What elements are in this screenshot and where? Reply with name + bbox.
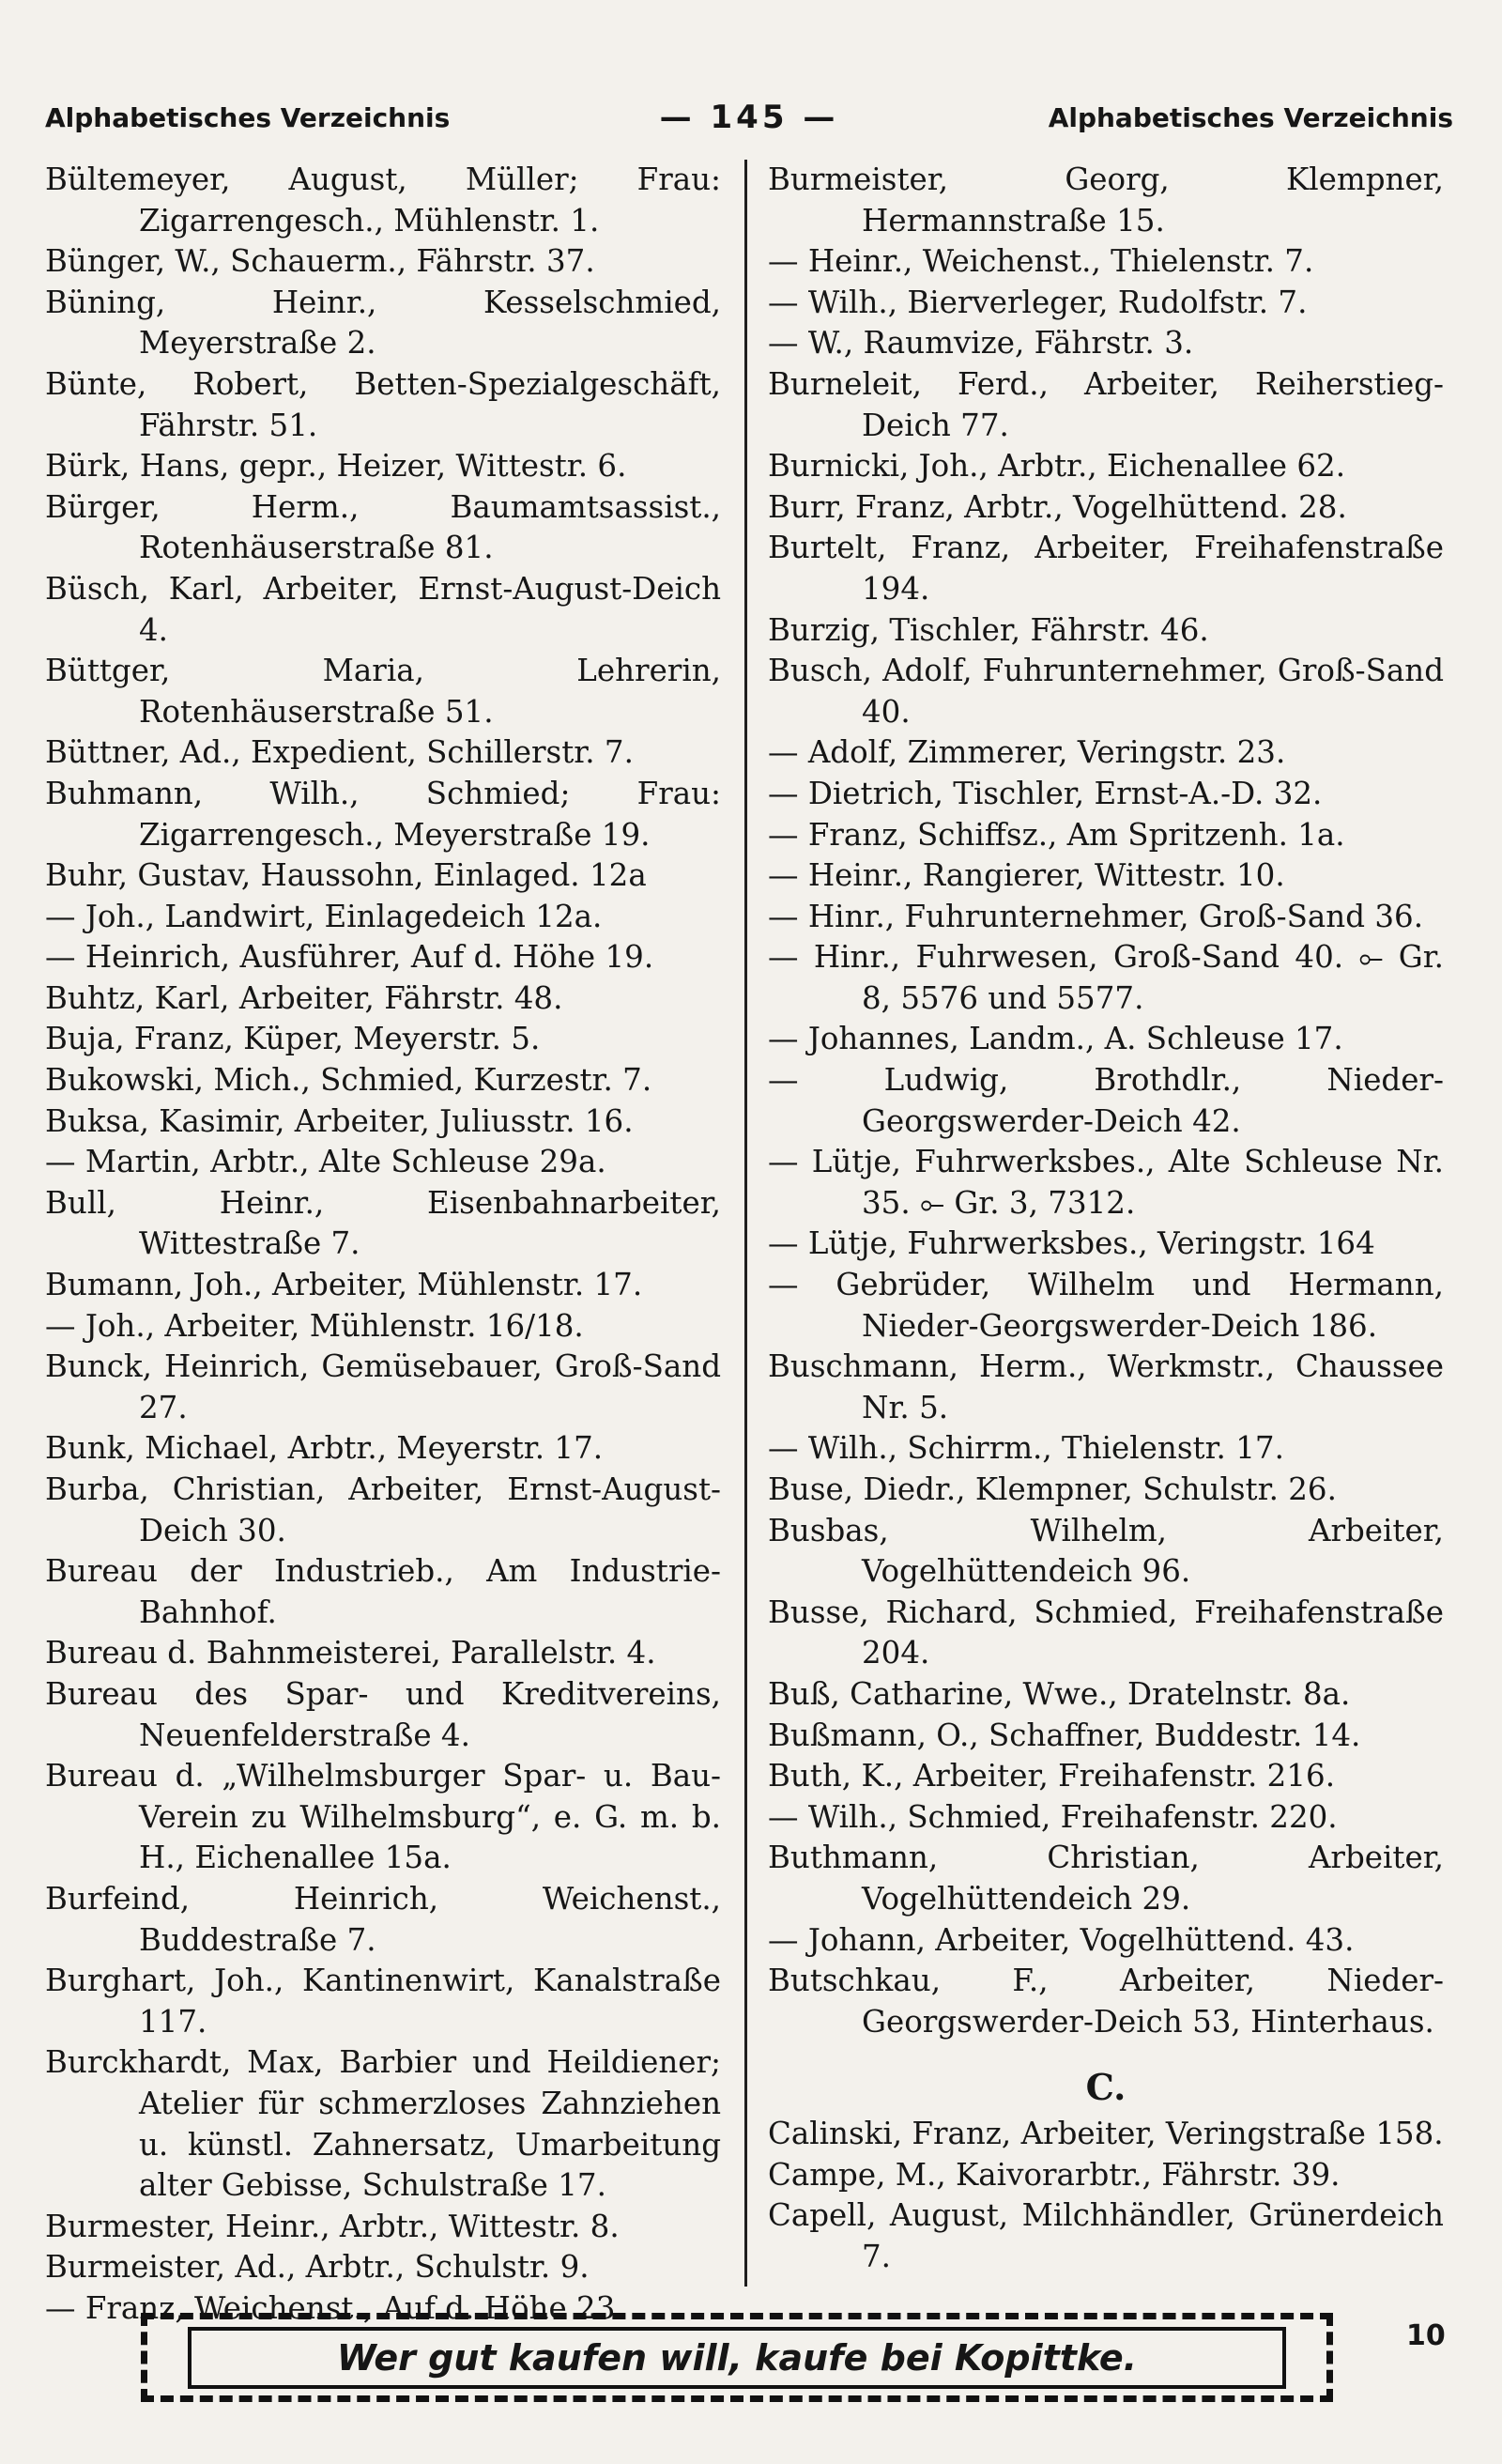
directory-entry: — Wilh., Schmied, Freihafenstr. 220. [768, 1798, 1338, 1835]
directory-entry: Burfeind, Heinrich, Weichenst., Buddestraße 7. [45, 1880, 721, 1958]
directory-entry: Burmeister, Ad., Arbtr., Schulstr. 9. [45, 2249, 590, 2286]
directory-entry: — Heinrich, Ausführer, Auf d. Höhe 19. [45, 939, 654, 976]
directory-entry: Buhr, Gustav, Haussohn, Einlaged. 12a [45, 857, 647, 894]
directory-entry: Bureau d. Bahnmeisterei, Parallelstr. 4. [45, 1635, 656, 1671]
directory-entry: Burr, Franz, Arbtr., Vogelhüttend. 28. [768, 488, 1347, 525]
header-right-title: Alphabetisches Verzeichnis [1048, 101, 1453, 133]
directory-entry: Bünger, W., Schauerm., Fährstr. 37. [45, 243, 595, 280]
advertisement-box [141, 2313, 1333, 2402]
directory-entry: — Lütje, Fuhrwerksbes., Veringstr. 164 [768, 1225, 1375, 1262]
directory-entry: — Wilh., Bierverleger, Rudolfstr. 7. [768, 284, 1308, 320]
right-column-b-entries [768, 160, 1444, 2042]
directory-entry: Bumann, Joh., Arbeiter, Mühlenstr. 17. [45, 1267, 643, 1303]
directory-entry: Burzig, Tischler, Fährstr. 46. [768, 611, 1209, 648]
directory-entry: Bull, Heinr., Eisenbahnarbeiter, Wittestraße 7. [45, 1184, 721, 1262]
column-divider [744, 160, 747, 2287]
page-header [45, 94, 1453, 141]
directory-columns [45, 160, 1463, 2326]
directory-entry: Burghart, Joh., Kantinenwirt, Kanalstraße 117. [45, 1963, 721, 2040]
directory-entry: Bureau der Industrieb., Am Industrie-Bahnhof. [45, 1553, 721, 1630]
directory-entry: Burnicki, Joh., Arbtr., Eichenallee 62. [768, 448, 1346, 485]
directory-entry: Bürger, Herm., Baumamtsassist., Rotenhäuserstraße 81. [45, 488, 721, 566]
directory-entry: Bureau d. „Wilhelmsburger Spar- u. Bau-Verein zu Wilhelmsburg“, e. G. m. b. H., Eichenallee 15a. [45, 1758, 721, 1876]
sheet-number: 10 [1406, 2319, 1446, 2352]
directory-entry: — W., Raumvize, Fährstr. 3. [768, 325, 1194, 362]
directory-entry: Burckhardt, Max, Barbier und Heildiener; Atelier für schmerzloses Zahnziehen u. künstl. Zahnersatz, Umarbeitung alter Gebisse, Schulstraße 17. [45, 2044, 721, 2204]
directory-entry: Buse, Diedr., Klempner, Schulstr. 26. [768, 1471, 1337, 1507]
directory-entry: — Johannes, Landm., A. Schleuse 17. [768, 1021, 1343, 1057]
directory-entry: — Heinr., Rangierer, Wittestr. 10. [768, 857, 1285, 894]
directory-entry: — Hinr., Fuhrunternehmer, Groß-Sand 36. [768, 898, 1424, 934]
directory-entry: Buja, Franz, Küper, Meyerstr. 5. [45, 1021, 541, 1057]
directory-entry: — Franz, Schiffsz., Am Spritzenh. 1a. [768, 816, 1345, 853]
directory-entry: — Lütje, Fuhrwerksbes., Alte Schleuse Nr. 35. ⟜ Gr. 3, 7312. [768, 1144, 1444, 1221]
directory-entry: Bußmann, O., Schaffner, Buddestr. 14. [768, 1717, 1361, 1753]
directory-entry: Busse, Richard, Schmied, Freihafenstraße 204. [768, 1594, 1444, 1671]
directory-entry: Calinski, Franz, Arbeiter, Veringstraße 158. [768, 2115, 1444, 2151]
right-column [768, 160, 1444, 2287]
directory-entry: — Adolf, Zimmerer, Veringstr. 23. [768, 734, 1286, 771]
directory-entry: — Johann, Arbeiter, Vogelhüttend. 43. [768, 1921, 1355, 1958]
directory-entry: Buß, Catharine, Wwe., Dratelnstr. 8a. [768, 1675, 1351, 1712]
section-letter-c: C. [1085, 2066, 1126, 2109]
directory-entry: — Wilh., Schirrm., Thielenstr. 17. [768, 1430, 1284, 1467]
directory-entry: — Franz, Weichenst., Auf d. Höhe 23. [45, 2289, 625, 2326]
directory-entry: Bürk, Hans, gepr., Heizer, Wittestr. 6. [45, 448, 627, 485]
directory-entry: Burmester, Heinr., Arbtr., Wittestr. 8. [45, 2208, 620, 2244]
directory-entry: Büsch, Karl, Arbeiter, Ernst-August-Deich 4. [45, 570, 721, 648]
directory-entry: Buksa, Kasimir, Arbeiter, Juliusstr. 16. [45, 1102, 634, 1139]
right-column-c-entries [768, 2114, 1444, 2277]
directory-entry: — Hinr., Fuhrwesen, Groß-Sand 40. ⟜ Gr. 8, 5576 und 5577. [768, 939, 1444, 1016]
directory-entry: Bukowski, Mich., Schmied, Kurzestr. 7. [45, 1062, 652, 1099]
directory-entry: — Martin, Arbtr., Alte Schleuse 29a. [45, 1144, 606, 1180]
directory-entry: Bureau des Spar- und Kreditvereins, Neuenfelderstraße 4. [45, 1675, 721, 1753]
directory-entry: — Gebrüder, Wilhelm und Hermann, Nieder-Georgswerder-Deich 186. [768, 1267, 1444, 1344]
header-left-title: Alphabetisches Verzeichnis [45, 101, 451, 133]
directory-entry: Buthmann, Christian, Arbeiter, Vogelhüttendeich 29. [768, 1840, 1444, 1917]
advertisement-text: Wer gut kaufen will, kaufe bei Kopittke. [188, 2327, 1286, 2389]
left-column [45, 160, 721, 2326]
directory-entry: Butschkau, F., Arbeiter, Nieder-Georgswerder-Deich 53, Hinterhaus. [768, 1963, 1444, 2040]
directory-entry: Burba, Christian, Arbeiter, Ernst-August-Deich 30. [45, 1471, 721, 1548]
directory-entry: Bünte, Robert, Betten-Spezialgeschäft, Fährstr. 51. [45, 365, 721, 443]
directory-entry: — Ludwig, Brothdlr., Nieder-Georgswerder-Deich 42. [768, 1062, 1444, 1139]
directory-entry: — Joh., Landwirt, Einlagedeich 12a. [45, 898, 603, 934]
directory-entry: Bültemeyer, August, Müller; Frau: Zigarrengesch., Mühlenstr. 1. [45, 162, 721, 239]
directory-entry: Burtelt, Franz, Arbeiter, Freihafenstraße 194. [768, 530, 1444, 607]
directory-entry: Busbas, Wilhelm, Arbeiter, Vogelhüttendeich 96. [768, 1512, 1444, 1590]
directory-entry: Büttger, Maria, Lehrerin, Rotenhäuserstraße 51. [45, 653, 721, 730]
directory-entry: Buhmann, Wilh., Schmied; Frau: Zigarrengesch., Meyerstraße 19. [45, 775, 721, 853]
directory-entry: — Heinr., Weichenst., Thielenstr. 7. [768, 243, 1314, 280]
directory-entry: Buhtz, Karl, Arbeiter, Fährstr. 48. [45, 979, 563, 1016]
directory-entry: Bunck, Heinrich, Gemüsebauer, Groß-Sand 27. [45, 1348, 721, 1425]
directory-entry: Buschmann, Herm., Werkmstr., Chaussee Nr. 5. [768, 1348, 1444, 1425]
directory-entry: Büttner, Ad., Expedient, Schillerstr. 7. [45, 734, 634, 771]
directory-entry: Büning, Heinr., Kesselschmied, Meyerstraße 2. [45, 284, 721, 362]
directory-entry: — Joh., Arbeiter, Mühlenstr. 16/18. [45, 1307, 584, 1344]
page-number: — 145 — [659, 99, 839, 136]
directory-entry: Campe, M., Kaivorarbtr., Fährstr. 39. [768, 2156, 1341, 2193]
directory-entry: Burmeister, Georg, Klempner, Hermannstraße 15. [768, 162, 1444, 239]
directory-entry: Burneleit, Ferd., Arbeiter, Reiherstieg-Deich 77. [768, 365, 1444, 443]
directory-entry: — Dietrich, Tischler, Ernst-A.-D. 32. [768, 775, 1323, 811]
directory-entry: Busch, Adolf, Fuhrunternehmer, Groß-Sand 40. [768, 653, 1444, 730]
directory-entry: Bunk, Michael, Arbtr., Meyerstr. 17. [45, 1430, 604, 1467]
directory-entry: Buth, K., Arbeiter, Freihafenstr. 216. [768, 1758, 1336, 1794]
directory-entry: Capell, August, Milchhändler, Grünerdeich 7. [768, 2197, 1444, 2274]
